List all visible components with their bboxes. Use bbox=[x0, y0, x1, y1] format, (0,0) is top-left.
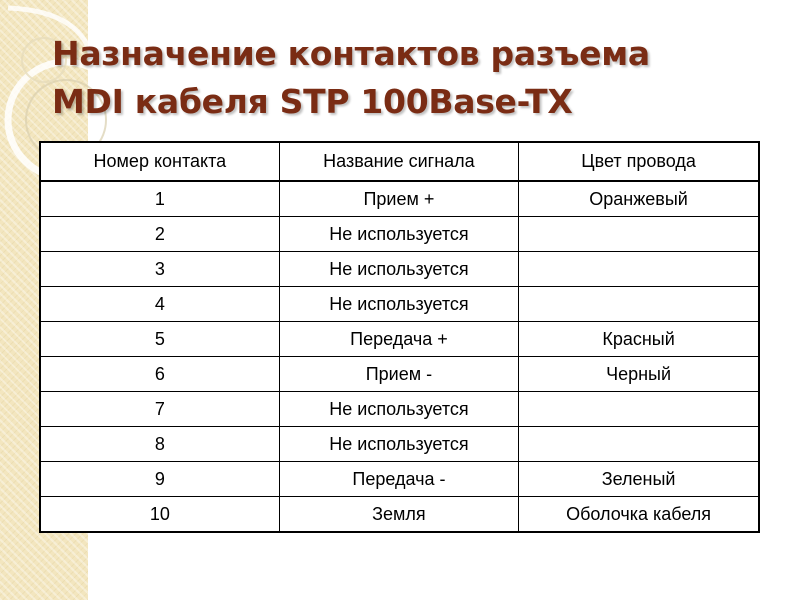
pin-number-cell: 10 bbox=[40, 497, 279, 533]
table-row bbox=[40, 497, 759, 533]
table-row bbox=[40, 357, 759, 392]
table-row bbox=[40, 217, 759, 252]
page-title bbox=[52, 30, 650, 126]
pin-number-cell: 4 bbox=[40, 287, 279, 322]
title-line-2: MDI кабеля STP 100Base-TX bbox=[52, 82, 573, 121]
pin-number-cell: 8 bbox=[40, 427, 279, 462]
table-row bbox=[40, 181, 759, 217]
table-row bbox=[40, 427, 759, 462]
signal-name-cell: Прием + bbox=[279, 181, 518, 217]
signal-name-cell: Не используется bbox=[279, 392, 518, 427]
wire-color-cell bbox=[519, 217, 759, 252]
table-row bbox=[40, 462, 759, 497]
wire-color-cell: Зеленый bbox=[519, 462, 759, 497]
wire-color-cell: Черный bbox=[519, 357, 759, 392]
table-row bbox=[40, 252, 759, 287]
wire-color-cell: Оболочка кабеля bbox=[519, 497, 759, 533]
signal-name-cell: Передача + bbox=[279, 322, 518, 357]
table-header-row bbox=[40, 142, 759, 181]
signal-name-cell: Земля bbox=[279, 497, 518, 533]
wire-color-cell bbox=[519, 252, 759, 287]
wire-color-cell bbox=[519, 287, 759, 322]
pin-number-cell: 5 bbox=[40, 322, 279, 357]
signal-name-cell: Не используется bbox=[279, 252, 518, 287]
signal-name-cell: Не используется bbox=[279, 217, 518, 252]
wire-color-cell bbox=[519, 392, 759, 427]
signal-name-cell: Прием - bbox=[279, 357, 518, 392]
pin-number-cell: 9 bbox=[40, 462, 279, 497]
signal-name-cell: Не используется bbox=[279, 427, 518, 462]
pin-number-cell: 6 bbox=[40, 357, 279, 392]
wire-color-cell: Оранжевый bbox=[519, 181, 759, 217]
header-pin-number: Номер контакта bbox=[40, 142, 279, 181]
pin-number-cell: 2 bbox=[40, 217, 279, 252]
pin-number-cell: 3 bbox=[40, 252, 279, 287]
header-wire-color: Цвет провода bbox=[519, 142, 759, 181]
pin-assignment-table bbox=[39, 141, 760, 533]
signal-name-cell: Передача - bbox=[279, 462, 518, 497]
table-row bbox=[40, 287, 759, 322]
pin-number-cell: 7 bbox=[40, 392, 279, 427]
pin-number-cell: 1 bbox=[40, 181, 279, 217]
header-signal-name: Название сигнала bbox=[279, 142, 518, 181]
table-row bbox=[40, 392, 759, 427]
table-row bbox=[40, 322, 759, 357]
signal-name-cell: Не используется bbox=[279, 287, 518, 322]
title-line-1: Назначение контактов разъема bbox=[52, 34, 650, 73]
wire-color-cell: Красный bbox=[519, 322, 759, 357]
wire-color-cell bbox=[519, 427, 759, 462]
